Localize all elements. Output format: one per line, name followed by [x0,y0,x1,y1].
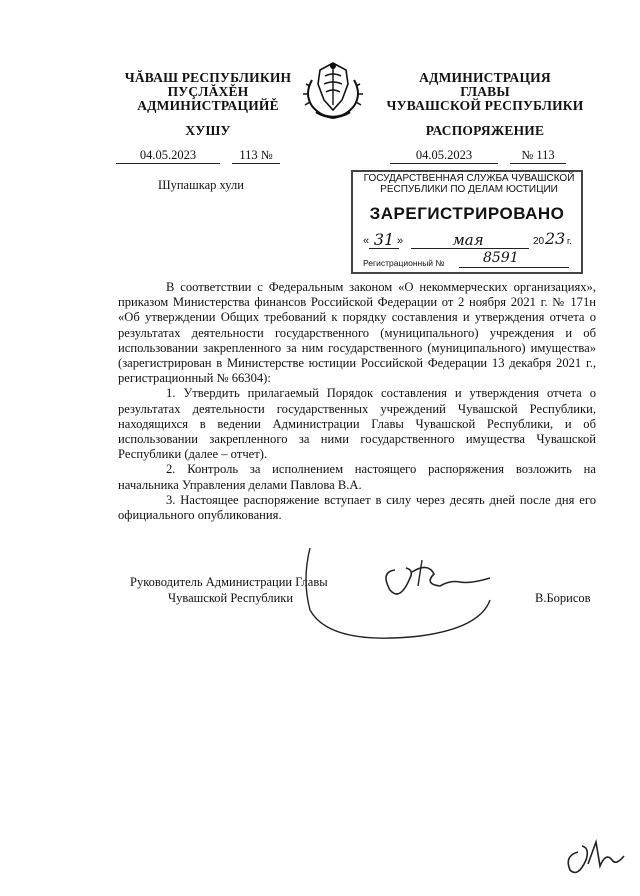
header-right-line2: ГЛАВЫ [460,84,510,99]
paragraph-3: 3. Настоящее распоряжение вступает в силу через десять дней после дня его официального опубликования. [118,492,596,523]
registration-stamp [351,170,583,274]
stamp-date-row: « 31 » мая 20 23 г. [363,229,572,249]
left-number: 113 № [232,148,280,164]
paragraph-1: 1. Утвердить прилагаемый Порядок составления и утверждения отчета о результатах деятельности государственных учреждений Чувашской Республики, находящихся в ведении Администрации Главы Чувашской Республики, и об использовании закрепленного за ними государственного имущества Чувашской Республики (далее – отчет). [118,386,596,462]
stamp-day: 31 [373,230,395,249]
signatory-position-line1: Руководитель Администрации Главы [130,575,328,589]
intro-paragraph: В соответствии с Федеральным законом «О некоммерческих организациях», приказом Министерства финансов Российской Федерации от 2 ноября 2021 г. № 171н «Об утверждении Общих требований к порядку составления и утверждения отчета о результатах деятельности государственного (муниципального) учреждения и об использовании закрепленного за ним государственного (муниципального) имущества» (зарегистрирован в Министерстве юстиции Российской Федерации 13 декабря 2021 г., регистрационный № 66304): [118,280,596,386]
stamp-organization: ГОСУДАРСТВЕННАЯ СЛУЖБА ЧУВАШСКОЙ РЕСПУБЛИКИ ПО ДЕЛАМ ЮСТИЦИИ [363,173,575,195]
paragraph-2: 2. Контроль за исполнением настоящего распоряжения возложить на начальника Управления делами Павлова В.А. [118,462,596,492]
initials-mark [560,830,630,880]
header-left-line3: АДМИНИСТРАЦИЙĚ [137,98,279,113]
header-right-line1: АДМИНИСТРАЦИЯ [419,70,551,85]
header-left-doc-type: ХУШУ [185,123,231,138]
stamp-reg-label: Регистрационный № [363,258,445,268]
header-right [380,71,590,113]
right-date: 04.05.2023 [390,148,498,164]
stamp-year-suffix: 23 [545,229,566,248]
stamp-reg-number: 8591 [483,250,519,266]
signatory-name: В.Борисов [535,591,591,605]
header-left-line2: ПУÇЛĂХĚН [167,84,249,99]
stamp-registered-title: ЗАРЕГИСТРИРОВАНО [369,204,565,223]
stamp-year-prefix: 20 [533,236,545,247]
header-left [118,71,298,113]
stamp-reg-row [363,250,575,270]
left-date: 04.05.2023 [116,148,220,164]
chuvash-emblem-icon [298,60,368,122]
stamp-month: мая [452,231,484,249]
header-right-doc-type: РАСПОРЯЖЕНИЕ [425,123,545,138]
header-left-line1: ЧĂВАШ РЕСПУБЛИКИН [124,70,292,85]
handwritten-signature [300,540,540,650]
stamp-year-unit: г. [567,236,572,246]
place-of-issue: Шупашкар хули [158,178,244,192]
right-number: № 113 [510,148,566,164]
header-right-line3: ЧУВАШСКОЙ РЕСПУБЛИКИ [386,98,584,113]
document-body [118,280,596,523]
signatory-position-line2: Чувашской Республики [168,591,294,605]
